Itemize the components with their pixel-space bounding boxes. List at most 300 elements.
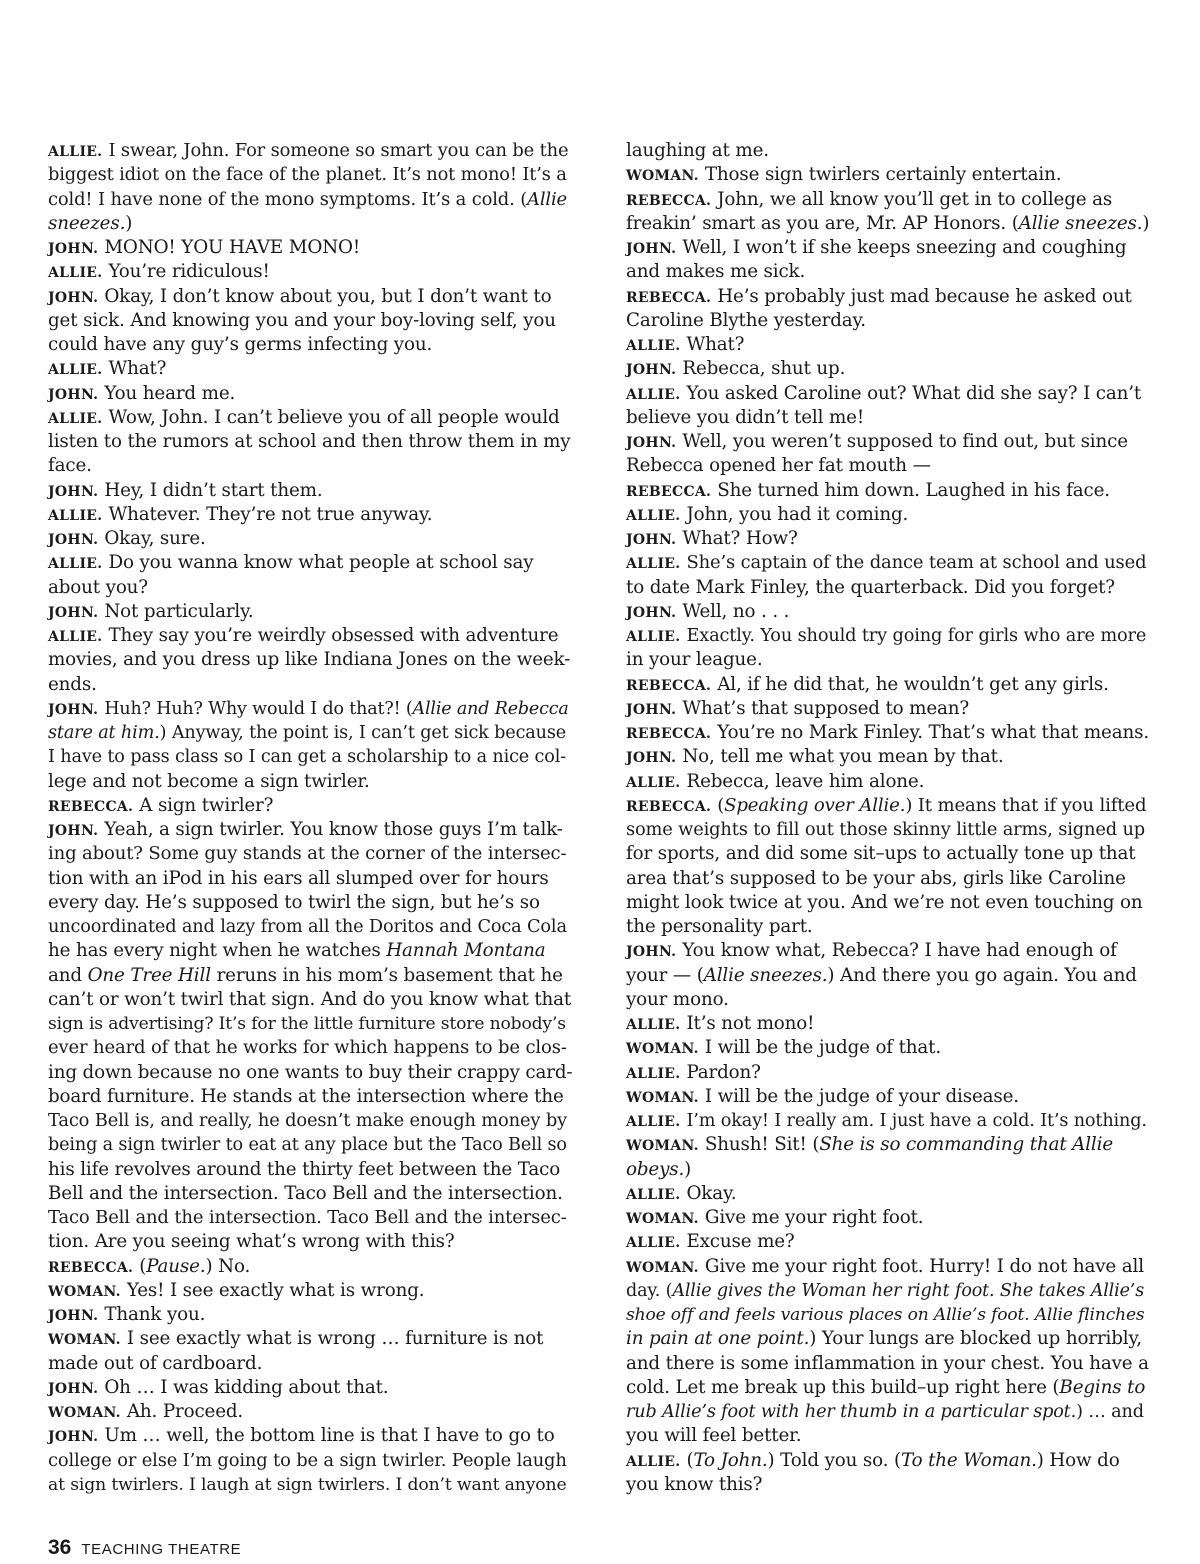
dialogue-text: It’s not mono! [686,1013,815,1034]
speaker-name: ALLIE. [626,774,681,791]
dialogue-text: ing down because no one wants to buy their crappy card- [48,1061,573,1083]
speaker-name: ALLIE. [626,1186,681,1203]
speaker-name: REBECCA. [626,677,712,694]
speaker-name: WOMAN. [48,1332,121,1349]
dialogue-line [626,891,1150,915]
dialogue-text: I have to pass class so I can get a scholarship to a nice col- [48,747,567,768]
dialogue-line [626,794,1150,818]
dialogue-text: face. [48,455,92,477]
dialogue-text: you will feel better. [626,1425,802,1447]
dialogue-line [626,1109,1150,1133]
dialogue-line [48,867,572,891]
speaker-name: WOMAN. [626,1259,699,1276]
dialogue-text: What? [686,334,745,355]
speaker-name: JOHN. [626,604,677,621]
dialogue-line [626,1085,1150,1109]
dialogue-text: and there is some inflammation in your chest. You have a [626,1352,1149,1374]
dialogue-line [48,1109,572,1133]
speaker-name: JOHN. [48,386,99,403]
dialogue-text: ) Your lungs are blocked up horribly, [809,1328,1142,1350]
stage-direction: Allie [527,188,568,210]
dialogue-text: ) Anyway, the point is, I can’t get sick because [159,723,567,743]
dialogue-line [626,1230,1150,1254]
dialogue-text: Ah. Proceed. [126,1401,244,1422]
dialogue-text: What? [108,358,167,380]
dialogue-line [48,1061,572,1085]
dialogue-text: Well, I won’t if she keeps sneezing and coughing [682,237,1127,258]
speaker-name: JOHN. [626,362,677,379]
speaker-name: ALLIE. [48,265,103,282]
speaker-name: WOMAN. [48,1283,121,1300]
dialogue-text: tion. Are you seeing what’s wrong with this? [48,1231,455,1253]
speaker-name: REBECCA. [626,798,712,815]
dialogue-line [48,576,572,600]
dialogue-text: cold. Let me break up this build–up right here ( [626,1376,1060,1398]
dialogue-line [626,430,1150,454]
dialogue-line [48,770,572,794]
dialogue-line [48,1449,572,1473]
dialogue-text: get sick. And knowing you and your boy-loving self, you [48,309,556,331]
dialogue-text: ( [717,794,725,816]
stage-direction: obeys. [626,1158,685,1180]
dialogue-text: believe you didn’t tell me! [626,406,865,428]
dialogue-text: ever heard of that he works for which happens to be clos- [48,1037,567,1059]
dialogue-text: he has every night when he watches [48,940,387,962]
dialogue-text: and [48,964,88,986]
dialogue-text: movies, and you dress up like Indiana Jones on the week- [48,649,571,671]
dialogue-line [48,382,572,406]
speaker-name: JOHN. [48,483,99,500]
dialogue-text: Well, no . . . [682,600,790,622]
dialogue-line [48,818,572,842]
dialogue-line [48,721,572,745]
dialogue-line [626,770,1150,794]
dialogue-line [626,406,1150,430]
dialogue-text: in your league. [626,649,763,671]
speaker-name: JOHN. [626,944,677,961]
dialogue-line [626,939,1150,963]
speaker-name: ALLIE. [626,1114,681,1130]
dialogue-line [48,1085,572,1109]
dialogue-text: cold! I have none of the mono symptoms. It’s a cold. ( [48,188,528,210]
dialogue-line [48,285,572,309]
dialogue-line [48,1400,572,1424]
stage-direction: One Tree Hill [87,964,211,986]
dialogue-line [626,260,1150,284]
dialogue-text: ) And there you go again. You and [827,964,1137,986]
dialogue-text: John, we all know you’ll get in to college as [717,188,1113,210]
speaker-name: ALLIE. [48,629,103,645]
dialogue-text: What’s that supposed to mean? [682,697,970,719]
dialogue-column-left [48,139,572,1497]
dialogue-line [48,212,572,236]
dialogue-line [48,1279,572,1303]
dialogue-line [626,236,1150,260]
speaker-name: ALLIE. [626,1065,681,1082]
dialogue-text: You know what, Rebecca? I have had enough of [682,940,1117,962]
speaker-name: WOMAN. [626,1041,699,1058]
stage-direction: To the Woman. [900,1449,1037,1471]
dialogue-text: college or else I’m going to be a sign twirler. People laugh [48,1449,567,1471]
speaker-name: WOMAN. [626,168,699,185]
dialogue-line [626,648,1150,672]
dialogue-text: What? How? [682,528,798,549]
stage-direction: Pause. [146,1255,206,1277]
dialogue-text: Okay. [686,1182,737,1204]
dialogue-text: sign is advertising? It’s for the little furniture store nobody’s [48,1014,566,1034]
dialogue-text: I’m okay! I really am. I just have a cold. It’s nothing. [686,1111,1147,1131]
dialogue-line [48,551,572,575]
dialogue-line [626,624,1150,648]
speaker-name: REBECCA. [48,798,134,815]
dialogue-line [48,891,572,915]
dialogue-line [48,309,572,333]
dialogue-text: I will be the judge of that. [704,1037,942,1059]
dialogue-line [626,309,1150,333]
dialogue-text: ) How do [1036,1449,1120,1471]
dialogue-line [48,430,572,454]
dialogue-line [48,1158,572,1182]
dialogue-text: Oh … I was kidding about that. [104,1376,389,1398]
speaker-name: JOHN. [48,241,99,257]
speaker-name: WOMAN. [626,1138,699,1155]
dialogue-line [48,1133,572,1157]
dialogue-text: I swear, John. For someone so smart you can be the [108,140,569,161]
speaker-name: ALLIE. [626,338,681,354]
dialogue-text: lege and not become a sign twirler. [48,770,370,792]
dialogue-line [48,479,572,503]
speaker-name: JOHN. [48,289,99,306]
speaker-name: REBECCA. [626,289,712,306]
speaker-name: ALLIE. [626,386,681,403]
speaker-name: WOMAN. [626,1211,699,1227]
publication-name: TEACHING THEATRE [81,1541,242,1558]
dialogue-text: Yeah, a sign twirler. You know those guys I’m talk- [104,819,563,840]
dialogue-line [48,454,572,478]
speaker-name: ALLIE. [626,629,681,645]
dialogue-text: some weights to fill out those skinny little arms, signed up [626,819,1146,840]
stage-direction: She is so commanding that Allie [819,1134,1113,1156]
dialogue-line [48,406,572,430]
dialogue-line [626,1473,1150,1497]
stage-direction: shoe off and feels various places on Allie’s foot. Allie flinches [626,1305,1145,1325]
dialogue-text: You asked Caroline out? What did she say? I can’t [686,382,1142,404]
dialogue-text: She turned him down. Laughed in his face. [717,479,1110,501]
dialogue-text: the personality part. [626,916,813,937]
dialogue-text: Rebecca, shut up. [682,358,846,380]
dialogue-line [48,163,572,187]
speaker-name: ALLIE. [48,556,103,573]
dialogue-line [48,1424,572,1448]
dialogue-line [626,867,1150,891]
stage-direction: Allie sneezes. [1018,212,1143,234]
speaker-name: JOHN. [48,532,99,548]
dialogue-text: Caroline Blythe yesterday. [626,309,866,331]
dialogue-line [48,600,572,624]
dialogue-text: ( [139,1255,147,1277]
dialogue-line [626,527,1150,551]
dialogue-text: No, tell me what you mean by that. [682,746,1004,768]
speaker-name: ALLIE. [626,507,681,524]
dialogue-text: MONO! YOU HAVE MONO! [104,237,361,258]
dialogue-text: ) [125,212,133,234]
dialogue-text: tion with an iPod in his ears all slumped over for hours [48,867,549,889]
speaker-name: ALLIE. [626,1017,681,1033]
dialogue-text: Pardon? [686,1061,761,1083]
dialogue-line [626,479,1150,503]
speaker-name: JOHN. [626,241,677,257]
dialogue-line [626,551,1150,575]
dialogue-line [626,1449,1150,1473]
speaker-name: REBECCA. [626,483,712,500]
dialogue-text: Okay, I don’t know about you, but I don’t want to [104,285,552,307]
dialogue-line [626,285,1150,309]
dialogue-text: day. ( [626,1280,673,1301]
dialogue-line [626,721,1150,745]
dialogue-text: Well, you weren’t supposed to find out, but since [682,431,1128,452]
dialogue-line [626,1206,1150,1230]
dialogue-line [626,1036,1150,1060]
dialogue-text: being a sign twirler to eat at any place but the Taco Bell so [48,1135,567,1156]
dialogue-line [48,842,572,866]
dialogue-text: Give me your right foot. [704,1207,924,1228]
dialogue-text: might look twice at you. And we’re not even touching on [626,891,1143,913]
dialogue-text: your mono. [626,988,729,1010]
dialogue-line [48,188,572,212]
speaker-name: REBECCA. [626,192,712,209]
dialogue-text: your — ( [626,964,704,986]
page-number: 36 [48,1536,72,1559]
dialogue-line [48,139,572,163]
dialogue-line [626,333,1150,357]
speaker-name: JOHN. [48,701,99,718]
dialogue-line [48,697,572,721]
dialogue-line [626,1061,1150,1085]
dialogue-line [626,673,1150,697]
dialogue-text: Okay, sure. [104,528,206,549]
dialogue-text: every day. He’s supposed to twirl the sign, but he’s so [48,891,540,913]
dialogue-text: Whatever. They’re not true anyway. [108,503,433,525]
dialogue-line [48,1012,572,1036]
speaker-name: ALLIE. [626,1453,681,1470]
dialogue-line [48,527,572,551]
dialogue-text: Thank you. [104,1304,206,1325]
dialogue-text: area that’s supposed to be your abs, girls like Caroline [626,867,1126,889]
speaker-name: ALLIE. [48,410,103,427]
dialogue-text: ) [1142,212,1150,234]
dialogue-text: laughing at me. [626,140,769,161]
stage-direction: Allie sneezes. [703,964,828,986]
dialogue-line [48,503,572,527]
dialogue-text: board furniture. He stands at the intersection where the [48,1085,564,1107]
dialogue-text: Hey, I didn’t start them. [104,479,323,501]
dialogue-line [626,1255,1150,1279]
dialogue-line [626,382,1150,406]
dialogue-line [48,260,572,284]
dialogue-text: Not particularly. [104,600,254,622]
dialogue-line [626,964,1150,988]
dialogue-text: Um … well, the bottom line is that I have to go to [104,1425,555,1447]
dialogue-text: can’t or won’t twirl that sign. And do you know what that [48,988,572,1010]
dialogue-line [626,212,1150,236]
dialogue-text: Shush! Sit! ( [704,1134,820,1156]
stage-direction: stare at him. [48,723,160,743]
dialogue-line [48,648,572,672]
speaker-name: ALLIE. [48,507,103,524]
dialogue-text: You heard me. [104,382,236,404]
dialogue-text: ) It means that if you lifted [905,794,1147,816]
speaker-name: JOHN. [48,1429,99,1446]
dialogue-line [626,454,1150,478]
dialogue-line [626,1400,1150,1424]
dialogue-text: Rebecca opened her fat mouth — [626,455,931,477]
dialogue-text: freakin’ smart as you are, Mr. AP Honors. ( [626,212,1019,234]
dialogue-line [626,1303,1150,1327]
dialogue-line [48,1303,572,1327]
dialogue-line [626,576,1150,600]
dialogue-line [626,1352,1150,1376]
dialogue-line [48,988,572,1012]
speaker-name: WOMAN. [48,1405,121,1421]
dialogue-line [626,1424,1150,1448]
dialogue-text: They say you’re weirdly obsessed with adventure [108,625,559,646]
dialogue-text: She’s captain of the dance team at school and used [686,552,1147,574]
dialogue-line [626,745,1150,769]
dialogue-text: ) … and [1076,1402,1144,1422]
dialogue-line [48,915,572,939]
dialogue-line [48,1206,572,1230]
dialogue-text: ends. [48,673,97,695]
dialogue-line [626,1376,1150,1400]
dialogue-line [48,236,572,260]
dialogue-line [48,1327,572,1351]
dialogue-text: uncoordinated and lazy from all the Doritos and Coca Cola [48,917,567,937]
dialogue-line [626,1182,1150,1206]
dialogue-text: made out of cardboard. [48,1352,263,1374]
dialogue-line [626,1158,1150,1182]
dialogue-line [626,1327,1150,1351]
dialogue-text: I see exactly what is wrong … furniture is not [126,1328,544,1350]
speaker-name: ALLIE. [48,362,103,379]
dialogue-line [626,600,1150,624]
dialogue-text: could have any guy’s germs infecting you. [48,334,433,355]
dialogue-line [48,964,572,988]
dialogue-line [48,1376,572,1400]
speaker-name: ALLIE. [626,556,681,573]
dialogue-line [626,842,1150,866]
dialogue-line [48,794,572,818]
stage-direction: sneezes. [48,212,126,234]
dialogue-line [48,1036,572,1060]
dialogue-text: Yes! I see exactly what is wrong. [126,1279,425,1301]
dialogue-text: Taco Bell and the intersection. Taco Bell and the intersec- [48,1207,567,1228]
dialogue-text: his life revolves around the thirty feet between the Taco [48,1158,561,1180]
dialogue-line [48,939,572,963]
stage-direction: Allie and Rebecca [412,698,569,719]
stage-direction: Begins to [1059,1376,1146,1398]
dialogue-text: He’s probably just mad because he asked out [717,285,1132,307]
dialogue-text: ing about? Some guy stands at the corner of the intersec- [48,843,567,865]
dialogue-text: you know this? [626,1473,763,1495]
dialogue-line [626,188,1150,212]
speaker-name: JOHN. [626,435,677,451]
speaker-name: ALLIE. [48,144,103,160]
dialogue-text: John, you had it coming. [686,503,909,525]
dialogue-text: Excuse me? [686,1231,795,1253]
dialogue-line [48,745,572,769]
dialogue-text: Those sign twirlers certainly entertain. [704,164,1062,186]
dialogue-text: biggest idiot on the face of the planet. It’s not mono! It’s a [48,164,567,186]
dialogue-line [626,988,1150,1012]
speaker-name: JOHN. [48,1308,99,1324]
dialogue-line [626,1133,1150,1157]
dialogue-text: Taco Bell is, and really, he doesn’t make enough money by [48,1110,567,1131]
dialogue-line [626,818,1150,842]
stage-direction: Speaking over Allie. [724,794,906,816]
dialogue-text: I will be the judge of your disease. [704,1085,1019,1107]
dialogue-text: Rebecca, leave him alone. [686,770,925,792]
dialogue-text: reruns in his mom’s basement that he [210,964,563,986]
stage-direction: rub Allie’s foot with her thumb in a particular spot. [626,1402,1077,1422]
speaker-name: REBECCA. [626,726,712,742]
dialogue-text: for sports, and did some sit–ups to actually tone up that [626,843,1136,865]
speaker-name: JOHN. [626,532,677,548]
dialogue-text: listen to the rumors at school and then throw them in my [48,431,571,452]
dialogue-line [626,503,1150,527]
dialogue-text: and makes me sick. [626,261,806,283]
dialogue-text: Al, if he did that, he wouldn’t get any girls. [717,673,1109,695]
dialogue-text: A sign twirler? [139,794,274,816]
speaker-name: JOHN. [626,750,677,767]
stage-direction: in pain at one point. [626,1328,810,1350]
speaker-name: JOHN. [48,604,99,621]
dialogue-line [48,1473,572,1497]
dialogue-line [48,1230,572,1254]
dialogue-text: ) No. [205,1255,251,1277]
speaker-name: JOHN. [48,823,99,839]
stage-direction: To John. [693,1449,768,1471]
dialogue-text: You’re no Mark Finley. That’s what that means. [717,722,1149,743]
dialogue-line [626,357,1150,381]
dialogue-line [48,1182,572,1206]
dialogue-text: Bell and the intersection. Taco Bell and the intersection. [48,1182,563,1204]
dialogue-text: about you? [48,576,148,598]
dialogue-line [626,1279,1150,1303]
speaker-name: WOMAN. [626,1089,699,1106]
dialogue-text: ( [686,1449,694,1471]
dialogue-column-right [626,139,1150,1497]
dialogue-line [626,1012,1150,1036]
dialogue-line [48,357,572,381]
dialogue-text: to date Mark Finley, the quarterback. Did you forget? [626,576,1115,598]
dialogue-line [626,163,1150,187]
dialogue-line [626,139,1150,163]
dialogue-text: ) Told you so. ( [767,1449,901,1471]
dialogue-text: Give me your right foot. Hurry! I do not have all [704,1255,1144,1277]
dialogue-line [48,1255,572,1279]
dialogue-line [48,333,572,357]
dialogue-text: at sign twirlers. I laugh at sign twirlers. I don’t want anyone [48,1474,567,1495]
speaker-name: REBECCA. [48,1259,134,1276]
dialogue-text: ) [684,1158,692,1180]
speaker-name: ALLIE. [626,1235,681,1252]
dialogue-line [48,624,572,648]
dialogue-text: You’re ridiculous! [108,261,270,283]
dialogue-line [626,697,1150,721]
dialogue-line [48,1352,572,1376]
dialogue-text: Exactly. You should try going for girls who are more [686,626,1147,646]
dialogue-text: Wow, John. I can’t believe you of all people would [108,406,560,428]
